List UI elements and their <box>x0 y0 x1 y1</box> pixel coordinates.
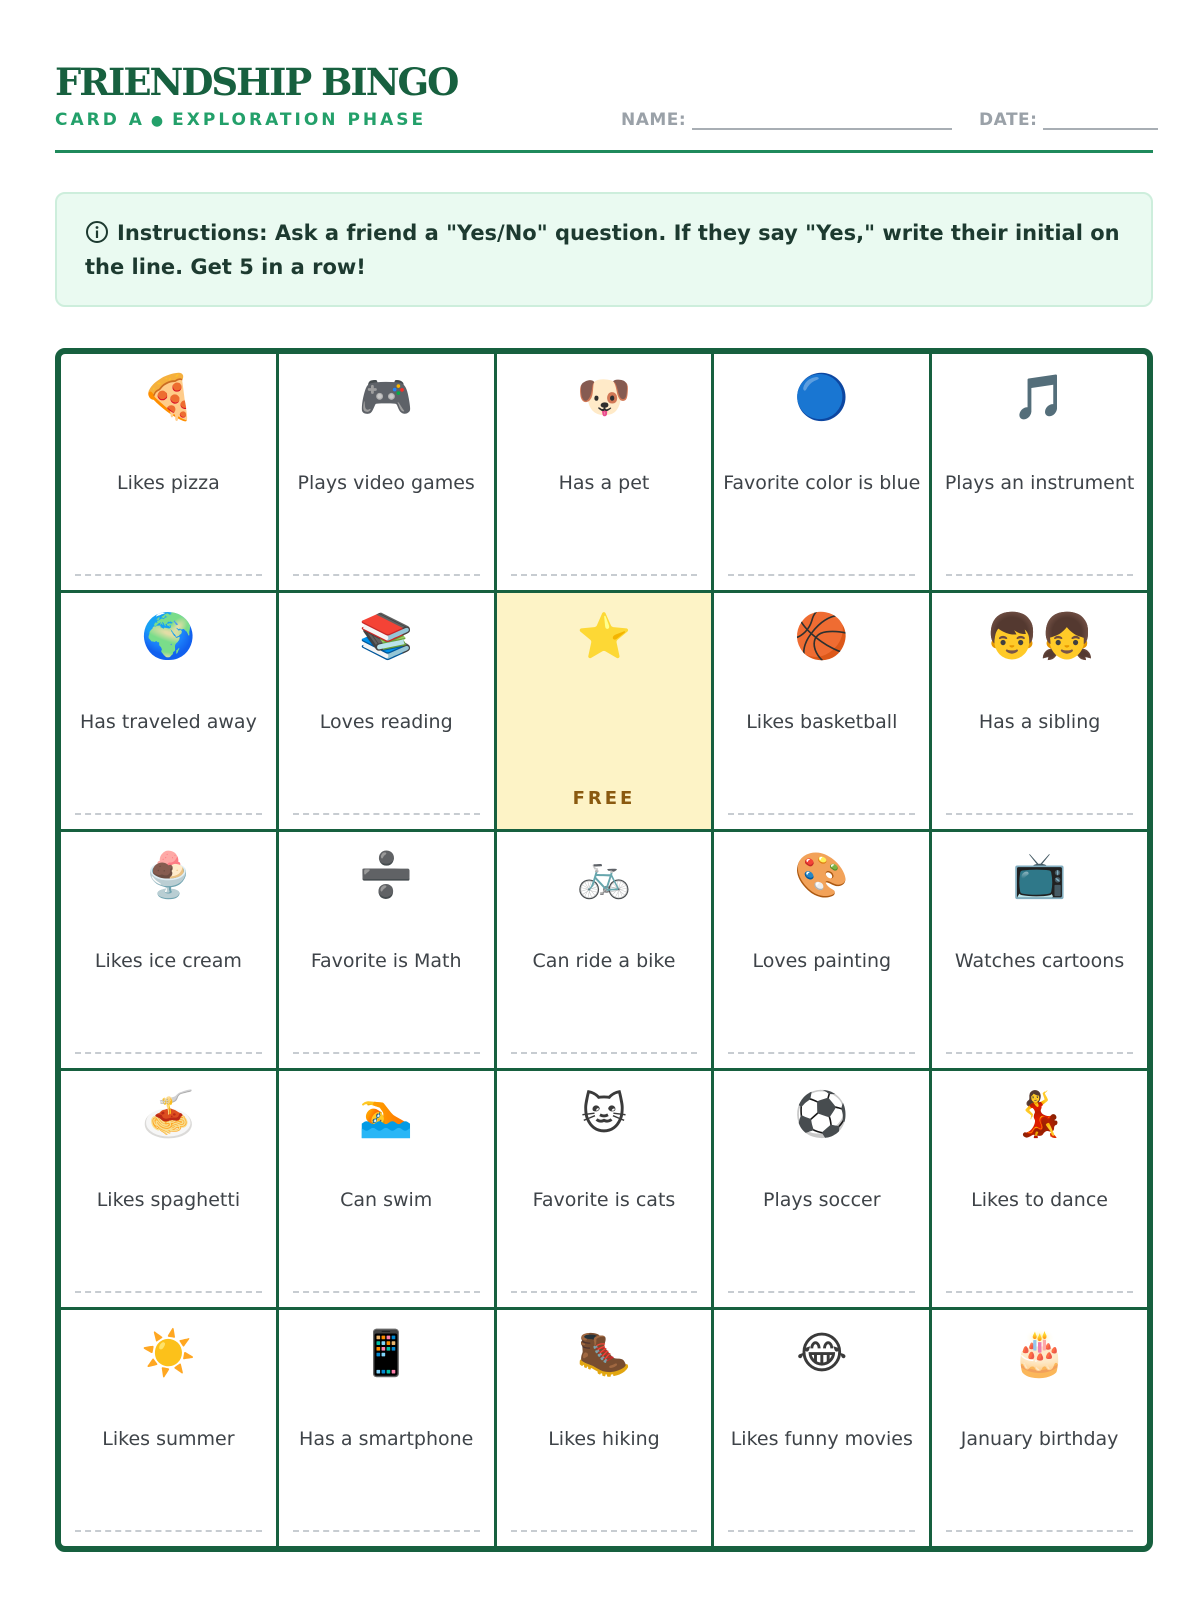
cell-emoji-icon: 🐱 <box>581 1089 627 1140</box>
cell-prompt: Favorite color is blue <box>723 472 921 494</box>
cell-emoji-icon: 🏊 <box>358 1089 414 1140</box>
date-line[interactable] <box>1043 116 1158 130</box>
cell-emoji-icon: ☀️ <box>141 1328 196 1379</box>
card-subtitle <box>55 110 426 130</box>
bingo-cell[interactable] <box>932 354 1147 590</box>
initial-line[interactable] <box>946 1291 1133 1293</box>
cell-emoji-icon: 👦👧 <box>984 611 1095 662</box>
cell-prompt: Likes funny movies <box>730 1428 913 1450</box>
initial-line[interactable] <box>293 813 480 815</box>
phase-label: EXPLORATION PHASE <box>172 110 427 130</box>
initial-line[interactable] <box>946 574 1133 576</box>
initial-line[interactable] <box>511 574 698 576</box>
bingo-cell[interactable] <box>61 593 276 829</box>
cell-emoji-icon: 📱 <box>358 1328 414 1379</box>
cell-prompt: Plays an instrument <box>944 472 1135 494</box>
bullet-separator: ● <box>150 113 167 129</box>
bingo-cell[interactable] <box>279 1310 494 1546</box>
cell-prompt: Likes pizza <box>117 472 220 494</box>
cell-prompt: Loves painting <box>752 950 892 972</box>
initial-line[interactable] <box>75 1291 262 1293</box>
cell-prompt: Likes basketball <box>746 711 898 733</box>
bingo-cell[interactable] <box>497 1310 712 1546</box>
cell-emoji-icon: 🎮 <box>358 372 414 423</box>
initial-line[interactable] <box>75 1052 262 1054</box>
initial-line[interactable] <box>293 1291 480 1293</box>
cell-emoji-icon: 🏀 <box>794 611 850 662</box>
bingo-cell[interactable] <box>497 832 712 1068</box>
bingo-cell[interactable] <box>61 832 276 1068</box>
bingo-cell[interactable] <box>714 354 929 590</box>
initial-line[interactable] <box>946 1052 1133 1054</box>
cell-emoji-icon: 🔵 <box>794 372 850 423</box>
name-line[interactable] <box>692 116 952 130</box>
initial-line[interactable] <box>293 1530 480 1532</box>
bingo-cell[interactable] <box>497 1071 712 1307</box>
cell-prompt: Can swim <box>340 1189 433 1211</box>
cell-prompt: Loves reading <box>319 711 453 733</box>
instructions-text: Instructions: Ask a friend a "Yes/No" question. If they say "Yes," write their initial on the line. Get 5 in a row! <box>85 221 1120 279</box>
initial-line[interactable] <box>728 813 915 815</box>
bingo-cell[interactable] <box>497 354 712 590</box>
cell-prompt: Likes hiking <box>548 1428 660 1450</box>
bingo-cell[interactable] <box>279 832 494 1068</box>
cell-emoji-icon: ⭐ <box>576 611 632 662</box>
cell-prompt: Has a smartphone <box>299 1428 474 1450</box>
cell-emoji-icon: 🍨 <box>141 850 196 901</box>
bingo-cell[interactable] <box>61 1071 276 1307</box>
cell-emoji-icon: 📚 <box>358 611 414 662</box>
cell-emoji-icon: 🌍 <box>141 611 196 662</box>
cell-emoji-icon: 🎵 <box>1012 372 1067 423</box>
cell-prompt: Has traveled away <box>79 711 257 733</box>
card-label: CARD A <box>55 110 145 130</box>
initial-line[interactable] <box>293 574 480 576</box>
initial-line[interactable] <box>946 813 1133 815</box>
cell-prompt: Favorite is Math <box>310 950 462 972</box>
cell-prompt: Watches cartoons <box>954 950 1125 972</box>
initial-line[interactable] <box>728 1530 915 1532</box>
initial-line[interactable] <box>728 1052 915 1054</box>
initial-line[interactable] <box>75 574 262 576</box>
cell-emoji-icon: 🐶 <box>576 372 632 423</box>
cell-emoji-icon: ⚽ <box>794 1089 850 1140</box>
initial-line[interactable] <box>75 813 262 815</box>
date-field[interactable] <box>979 110 1158 130</box>
page-title: FRIENDSHIP BINGO <box>55 60 458 104</box>
initial-line[interactable] <box>511 1291 698 1293</box>
bingo-cell[interactable] <box>61 354 276 590</box>
cell-emoji-icon: 😂 <box>796 1328 848 1379</box>
cell-emoji-icon: 💃 <box>1012 1089 1067 1140</box>
bingo-cell[interactable] <box>714 1071 929 1307</box>
initial-line[interactable] <box>293 1052 480 1054</box>
bingo-cell[interactable] <box>279 1071 494 1307</box>
date-label: DATE: <box>979 110 1038 130</box>
cell-emoji-icon: ➗ <box>358 850 414 901</box>
initial-line[interactable] <box>511 1530 698 1532</box>
bingo-cell[interactable] <box>932 832 1147 1068</box>
initial-line[interactable] <box>728 1291 915 1293</box>
initial-line[interactable] <box>511 1052 698 1054</box>
bingo-cell[interactable] <box>932 593 1147 829</box>
cell-prompt: January birthday <box>960 1428 1119 1450</box>
cell-prompt: Can ride a bike <box>532 950 676 972</box>
free-space-label: FREE <box>572 788 636 809</box>
cell-prompt: Plays soccer <box>763 1189 881 1211</box>
cell-emoji-icon: 🎂 <box>1012 1328 1067 1379</box>
bingo-cell[interactable] <box>714 593 929 829</box>
cell-emoji-icon: 🚲 <box>576 850 632 901</box>
cell-prompt: Favorite is cats <box>532 1189 676 1211</box>
initial-line[interactable] <box>728 574 915 576</box>
bingo-cell-free[interactable] <box>497 593 712 829</box>
cell-emoji-icon: 🎨 <box>794 850 850 901</box>
bingo-cell[interactable] <box>279 593 494 829</box>
cell-prompt: Has a pet <box>558 472 650 494</box>
bingo-cell[interactable] <box>714 832 929 1068</box>
name-field[interactable] <box>621 110 952 130</box>
cell-prompt: Likes to dance <box>971 1189 1108 1211</box>
cell-emoji-icon: 🍕 <box>141 372 196 423</box>
bingo-cell[interactable] <box>279 354 494 590</box>
name-label: NAME: <box>621 110 687 130</box>
info-icon <box>85 220 109 252</box>
cell-prompt: Likes ice cream <box>94 950 242 972</box>
bingo-cell[interactable] <box>932 1310 1147 1546</box>
cell-emoji-icon: 🍝 <box>141 1089 196 1140</box>
cell-prompt: Likes summer <box>102 1428 235 1450</box>
cell-prompt: Likes spaghetti <box>96 1189 241 1211</box>
bingo-cell[interactable] <box>61 1310 276 1546</box>
bingo-worksheet <box>55 0 1153 1450</box>
cell-prompt: Has a sibling <box>978 711 1101 733</box>
bingo-cell[interactable] <box>714 1310 929 1546</box>
worksheet-header <box>55 0 1153 153</box>
bingo-cell[interactable] <box>932 1071 1147 1307</box>
cell-emoji-icon: 🥾 <box>576 1328 632 1379</box>
cell-emoji-icon: 📺 <box>1012 850 1067 901</box>
instructions-box <box>55 192 1153 307</box>
initial-line[interactable] <box>75 1530 262 1532</box>
bingo-grid <box>55 348 1153 1552</box>
initial-line[interactable] <box>946 1530 1133 1532</box>
cell-prompt: Plays video games <box>297 472 475 494</box>
